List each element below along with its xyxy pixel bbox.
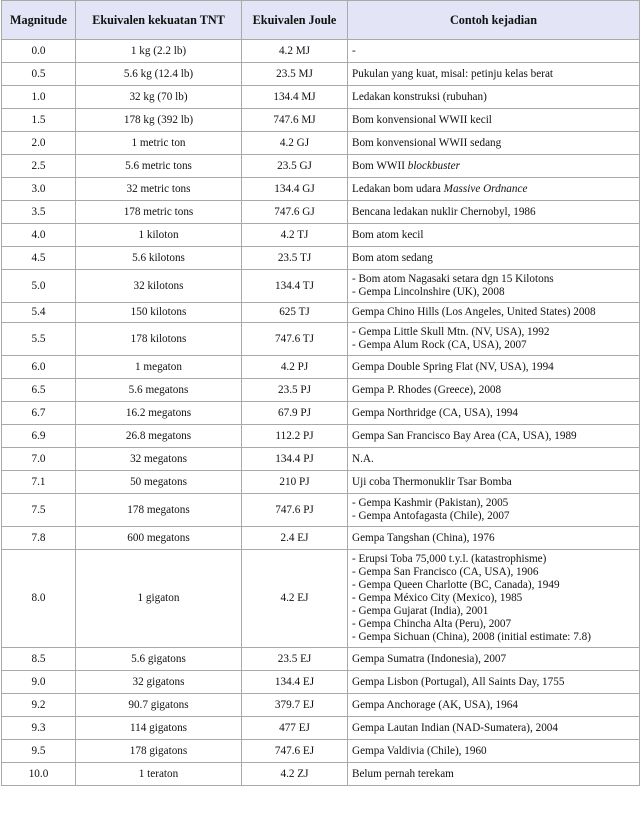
magnitude-cell: 10.0 — [2, 763, 76, 786]
magnitude-cell: 5.5 — [2, 323, 76, 356]
table-row — [2, 40, 640, 63]
table-row — [2, 270, 640, 303]
tnt-cell: 32 megatons — [76, 448, 242, 471]
tnt-cell: 178 kg (392 lb) — [76, 109, 242, 132]
event-cell — [348, 550, 640, 648]
tnt-cell: 178 gigatons — [76, 740, 242, 763]
tnt-cell: 32 metric tons — [76, 178, 242, 201]
event-line: - Gempa Antofagasta (Chile), 2007 — [352, 510, 510, 522]
joule-cell: 134.4 EJ — [242, 671, 348, 694]
joule-cell: 67.9 PJ — [242, 402, 348, 425]
header-tnt: Ekuivalen kekuatan TNT — [76, 1, 242, 40]
event-line: - Gempa Little Skull Mtn. (NV, USA), 1992 — [352, 326, 550, 338]
table-row — [2, 178, 640, 201]
joule-cell: 477 EJ — [242, 717, 348, 740]
magnitude-table — [1, 0, 640, 786]
table-row — [2, 694, 640, 717]
tnt-cell: 90.7 gigatons — [76, 694, 242, 717]
event-line: - — [352, 44, 356, 57]
table-row — [2, 740, 640, 763]
tnt-cell: 1 kiloton — [76, 224, 242, 247]
tnt-cell: 178 kilotons — [76, 323, 242, 356]
event-line: Gempa Tangshan (China), 1976 — [352, 531, 495, 544]
joule-cell: 747.6 GJ — [242, 201, 348, 224]
joule-cell: 4.2 PJ — [242, 356, 348, 379]
event-line: Bencana ledakan nuklir Chernobyl, 1986 — [352, 205, 536, 218]
event-cell — [348, 717, 640, 740]
event-cell — [348, 132, 640, 155]
joule-cell: 747.6 TJ — [242, 323, 348, 356]
magnitude-cell: 6.0 — [2, 356, 76, 379]
header-joule: Ekuivalen Joule — [242, 1, 348, 40]
table-row — [2, 648, 640, 671]
magnitude-cell: 0.5 — [2, 63, 76, 86]
table-header-row — [2, 1, 640, 40]
magnitude-cell: 7.0 — [2, 448, 76, 471]
event-cell — [348, 201, 640, 224]
event-cell — [348, 86, 640, 109]
tnt-cell: 5.6 kilotons — [76, 247, 242, 270]
joule-cell: 23.5 GJ — [242, 155, 348, 178]
magnitude-cell: 8.0 — [2, 550, 76, 648]
table-body — [2, 40, 640, 786]
event-cell — [348, 40, 640, 63]
joule-cell: 134.4 GJ — [242, 178, 348, 201]
magnitude-cell: 5.0 — [2, 270, 76, 303]
magnitude-cell: 6.5 — [2, 379, 76, 402]
event-line: Gempa Lautan Indian (NAD-Sumatera), 2004 — [352, 721, 558, 734]
event-line: - Gempa Chincha Alta (Peru), 2007 — [352, 618, 512, 630]
magnitude-cell: 2.5 — [2, 155, 76, 178]
magnitude-cell: 4.5 — [2, 247, 76, 270]
table-row — [2, 550, 640, 648]
table-row — [2, 224, 640, 247]
magnitude-cell: 1.0 — [2, 86, 76, 109]
event-cell — [348, 356, 640, 379]
event-cell — [348, 303, 640, 323]
joule-cell: 4.2 TJ — [242, 224, 348, 247]
event-cell — [348, 178, 640, 201]
tnt-cell: 32 gigatons — [76, 671, 242, 694]
magnitude-cell: 4.0 — [2, 224, 76, 247]
table-row — [2, 247, 640, 270]
joule-cell: 379.7 EJ — [242, 694, 348, 717]
event-line: Bom atom kecil — [352, 228, 424, 241]
event-line: - Gempa Sichuan (China), 2008 (initial estimate: 7.8) — [352, 631, 591, 643]
table-row — [2, 323, 640, 356]
magnitude-cell: 6.7 — [2, 402, 76, 425]
event-cell — [348, 471, 640, 494]
event-cell — [348, 247, 640, 270]
magnitude-cell: 6.9 — [2, 425, 76, 448]
table-row — [2, 448, 640, 471]
joule-cell: 23.5 MJ — [242, 63, 348, 86]
magnitude-cell: 3.5 — [2, 201, 76, 224]
table-row — [2, 425, 640, 448]
event-line: - Gempa Kashmir (Pakistan), 2005 — [352, 497, 509, 509]
tnt-cell: 5.6 kg (12.4 lb) — [76, 63, 242, 86]
joule-cell: 23.5 PJ — [242, 379, 348, 402]
event-line: Bom konvensional WWII kecil — [352, 113, 492, 126]
event-cell — [348, 379, 640, 402]
tnt-cell: 5.6 metric tons — [76, 155, 242, 178]
table-row — [2, 201, 640, 224]
table-row — [2, 527, 640, 550]
event-line: Pukulan yang kuat, misal: petinju kelas berat — [352, 67, 554, 80]
magnitude-cell: 9.5 — [2, 740, 76, 763]
joule-cell: 23.5 EJ — [242, 648, 348, 671]
event-cell — [348, 402, 640, 425]
tnt-cell: 178 megatons — [76, 494, 242, 527]
magnitude-cell: 7.5 — [2, 494, 76, 527]
table-row — [2, 303, 640, 323]
tnt-cell: 26.8 megatons — [76, 425, 242, 448]
joule-cell: 747.6 EJ — [242, 740, 348, 763]
table-row — [2, 63, 640, 86]
event-cell — [348, 270, 640, 303]
tnt-cell: 150 kilotons — [76, 303, 242, 323]
table-row — [2, 132, 640, 155]
joule-cell: 134.4 TJ — [242, 270, 348, 303]
event-line: - Gempa Gujarat (India), 2001 — [352, 605, 489, 617]
header-event: Contoh kejadian — [348, 1, 640, 40]
event-line: Belum pernah terekam — [352, 767, 454, 780]
magnitude-cell: 5.4 — [2, 303, 76, 323]
joule-cell: 747.6 MJ — [242, 109, 348, 132]
event-cell — [348, 425, 640, 448]
header-magnitude: Magnitude — [2, 1, 76, 40]
tnt-cell: 1 metric ton — [76, 132, 242, 155]
magnitude-cell: 7.8 — [2, 527, 76, 550]
tnt-cell: 50 megatons — [76, 471, 242, 494]
event-line: Gempa Sumatra (Indonesia), 2007 — [352, 652, 507, 665]
table-row — [2, 494, 640, 527]
event-cell — [348, 763, 640, 786]
event-line: Gempa P. Rhodes (Greece), 2008 — [352, 383, 502, 396]
event-line: Ledakan bom udara Massive Ordnance — [352, 182, 528, 195]
event-line: Ledakan konstruksi (rubuhan) — [352, 90, 487, 103]
magnitude-cell: 3.0 — [2, 178, 76, 201]
event-line: - Gempa Lincolnshire (UK), 2008 — [352, 286, 505, 298]
tnt-cell: 5.6 gigatons — [76, 648, 242, 671]
event-line: Gempa San Francisco Bay Area (CA, USA), 1989 — [352, 429, 577, 442]
table-row — [2, 717, 640, 740]
joule-cell: 4.2 GJ — [242, 132, 348, 155]
event-line: Bom konvensional WWII sedang — [352, 136, 502, 149]
table-row — [2, 86, 640, 109]
tnt-cell: 5.6 megatons — [76, 379, 242, 402]
event-line: - Gempa México City (Mexico), 1985 — [352, 592, 523, 604]
magnitude-cell: 9.3 — [2, 717, 76, 740]
tnt-cell: 178 metric tons — [76, 201, 242, 224]
table-row — [2, 379, 640, 402]
event-line: - Gempa San Francisco (CA, USA), 1906 — [352, 566, 539, 578]
magnitude-cell: 9.2 — [2, 694, 76, 717]
table-row — [2, 109, 640, 132]
joule-cell: 134.4 MJ — [242, 86, 348, 109]
event-line: Gempa Valdivia (Chile), 1960 — [352, 744, 487, 757]
event-cell — [348, 694, 640, 717]
tnt-cell: 1 gigaton — [76, 550, 242, 648]
joule-cell: 23.5 TJ — [242, 247, 348, 270]
table-row — [2, 356, 640, 379]
event-cell — [348, 671, 640, 694]
event-cell — [348, 109, 640, 132]
table-row — [2, 763, 640, 786]
event-cell — [348, 63, 640, 86]
event-cell — [348, 155, 640, 178]
event-line: N.A. — [352, 452, 374, 465]
joule-cell: 112.2 PJ — [242, 425, 348, 448]
tnt-cell: 16.2 megatons — [76, 402, 242, 425]
event-line: - Gempa Queen Charlotte (BC, Canada), 1949 — [352, 579, 560, 591]
event-line: Uji coba Thermonuklir Tsar Bomba — [352, 475, 512, 488]
event-line: - Bom atom Nagasaki setara dgn 15 Kilotons — [352, 273, 554, 285]
tnt-cell: 1 megaton — [76, 356, 242, 379]
event-cell — [348, 323, 640, 356]
event-line: Gempa Northridge (CA, USA), 1994 — [352, 406, 518, 419]
tnt-cell: 1 teraton — [76, 763, 242, 786]
event-line: Gempa Double Spring Flat (NV, USA), 1994 — [352, 360, 554, 373]
event-line: Bom atom sedang — [352, 251, 433, 264]
magnitude-cell: 8.5 — [2, 648, 76, 671]
joule-cell: 134.4 PJ — [242, 448, 348, 471]
event-line: Gempa Lisbon (Portugal), All Saints Day, 1755 — [352, 675, 565, 688]
joule-cell: 4.2 MJ — [242, 40, 348, 63]
magnitude-cell: 0.0 — [2, 40, 76, 63]
tnt-cell: 600 megatons — [76, 527, 242, 550]
event-line: Gempa Chino Hills (Los Angeles, United States) 2008 — [352, 306, 596, 318]
joule-cell: 210 PJ — [242, 471, 348, 494]
event-line: Bom WWII blockbuster — [352, 159, 460, 172]
joule-cell: 2.4 EJ — [242, 527, 348, 550]
magnitude-cell: 9.0 — [2, 671, 76, 694]
magnitude-cell: 2.0 — [2, 132, 76, 155]
tnt-cell: 1 kg (2.2 lb) — [76, 40, 242, 63]
joule-cell: 625 TJ — [242, 303, 348, 323]
table-row — [2, 471, 640, 494]
joule-cell: 747.6 PJ — [242, 494, 348, 527]
tnt-cell: 32 kilotons — [76, 270, 242, 303]
table-row — [2, 155, 640, 178]
event-line: - Gempa Alum Rock (CA, USA), 2007 — [352, 339, 527, 351]
table-row — [2, 402, 640, 425]
tnt-cell: 32 kg (70 lb) — [76, 86, 242, 109]
magnitude-cell: 7.1 — [2, 471, 76, 494]
event-line: Gempa Anchorage (AK, USA), 1964 — [352, 698, 518, 711]
event-cell — [348, 740, 640, 763]
event-cell — [348, 224, 640, 247]
event-cell — [348, 494, 640, 527]
event-line: - Erupsi Toba 75,000 t.y.l. (katastrophisme) — [352, 553, 547, 565]
event-cell — [348, 448, 640, 471]
tnt-cell: 114 gigatons — [76, 717, 242, 740]
joule-cell: 4.2 EJ — [242, 550, 348, 648]
magnitude-cell: 1.5 — [2, 109, 76, 132]
event-cell — [348, 648, 640, 671]
joule-cell: 4.2 ZJ — [242, 763, 348, 786]
table-row — [2, 671, 640, 694]
event-cell — [348, 527, 640, 550]
